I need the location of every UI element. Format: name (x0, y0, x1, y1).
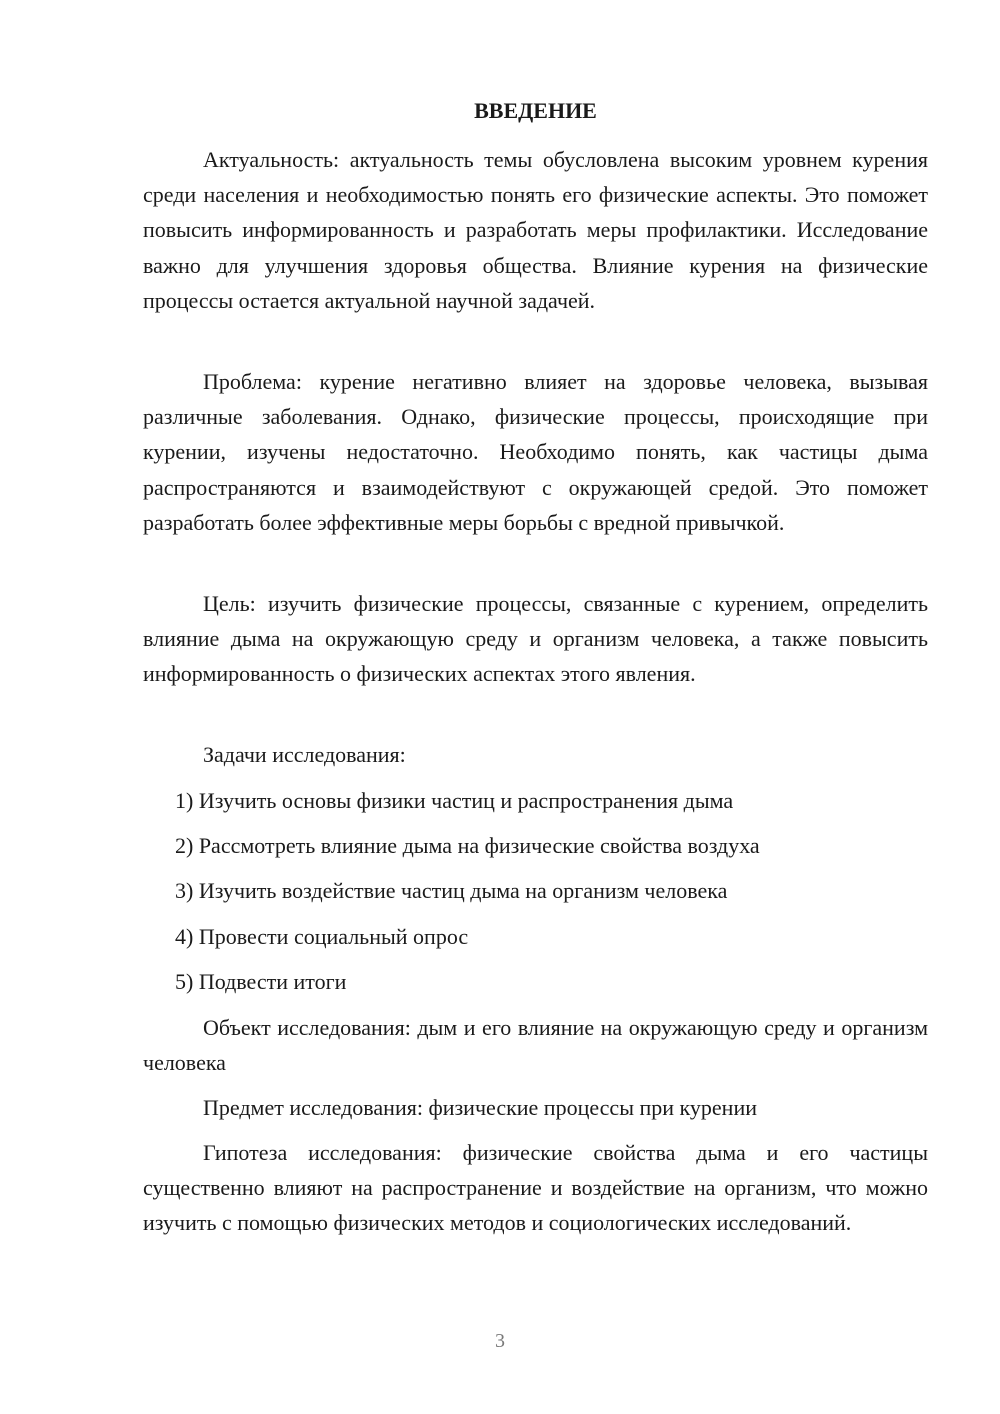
goal-paragraph: Цель: изучить физические процессы, связанные с курением, определить влияние дыма на окружающую среду и организм человека, а также повысить информированность о физических аспектах этого явления. (143, 591, 928, 687)
task-item: 5) Подвести итоги (175, 969, 347, 994)
task-item: 1) Изучить основы физики частиц и распространения дыма (175, 788, 734, 813)
page-number: 3 (495, 1330, 505, 1352)
subject-paragraph: Предмет исследования: физические процессы при курении (203, 1095, 757, 1120)
object-paragraph: Объект исследования: дым и его влияние на окружающую среду и организм человека (143, 1015, 928, 1076)
page-title: ВВЕДЕНИЕ (474, 98, 597, 123)
task-item: 4) Провести социальный опрос (175, 924, 469, 949)
hypothesis-paragraph: Гипотеза исследования: физические свойства дыма и его частицы существенно влияют на распространение и воздействие на организм, что можно изучить с помощью физических методов и социологических исследований. (143, 1140, 928, 1236)
relevance-paragraph: Актуальность: актуальность темы обусловлена высоким уровнем курения среди населения и необходимостью понять его физические аспекты. Это поможет повысить информированность и разработать меры профилактики. Исследование важно для улучшения здоровья общества. Влияние курения на физические процессы остается актуальной научной задачей. (143, 147, 928, 313)
task-item: 3) Изучить воздействие частиц дыма на организм человека (175, 878, 728, 903)
task-item: 2) Рассмотреть влияние дыма на физические свойства воздуха (175, 833, 760, 858)
tasks-heading: Задачи исследования: (203, 742, 406, 767)
problem-paragraph: Проблема: курение негативно влияет на здоровье человека, вызывая различные заболевания. Однако, физические процессы, происходящие при курении, изучены недостаточно. Необходимо понять, как частицы дыма распространяются и взаимодействуют с окружающей средой. Это поможет разработать более эффективные меры борьбы с вредной привычкой. (143, 369, 928, 535)
